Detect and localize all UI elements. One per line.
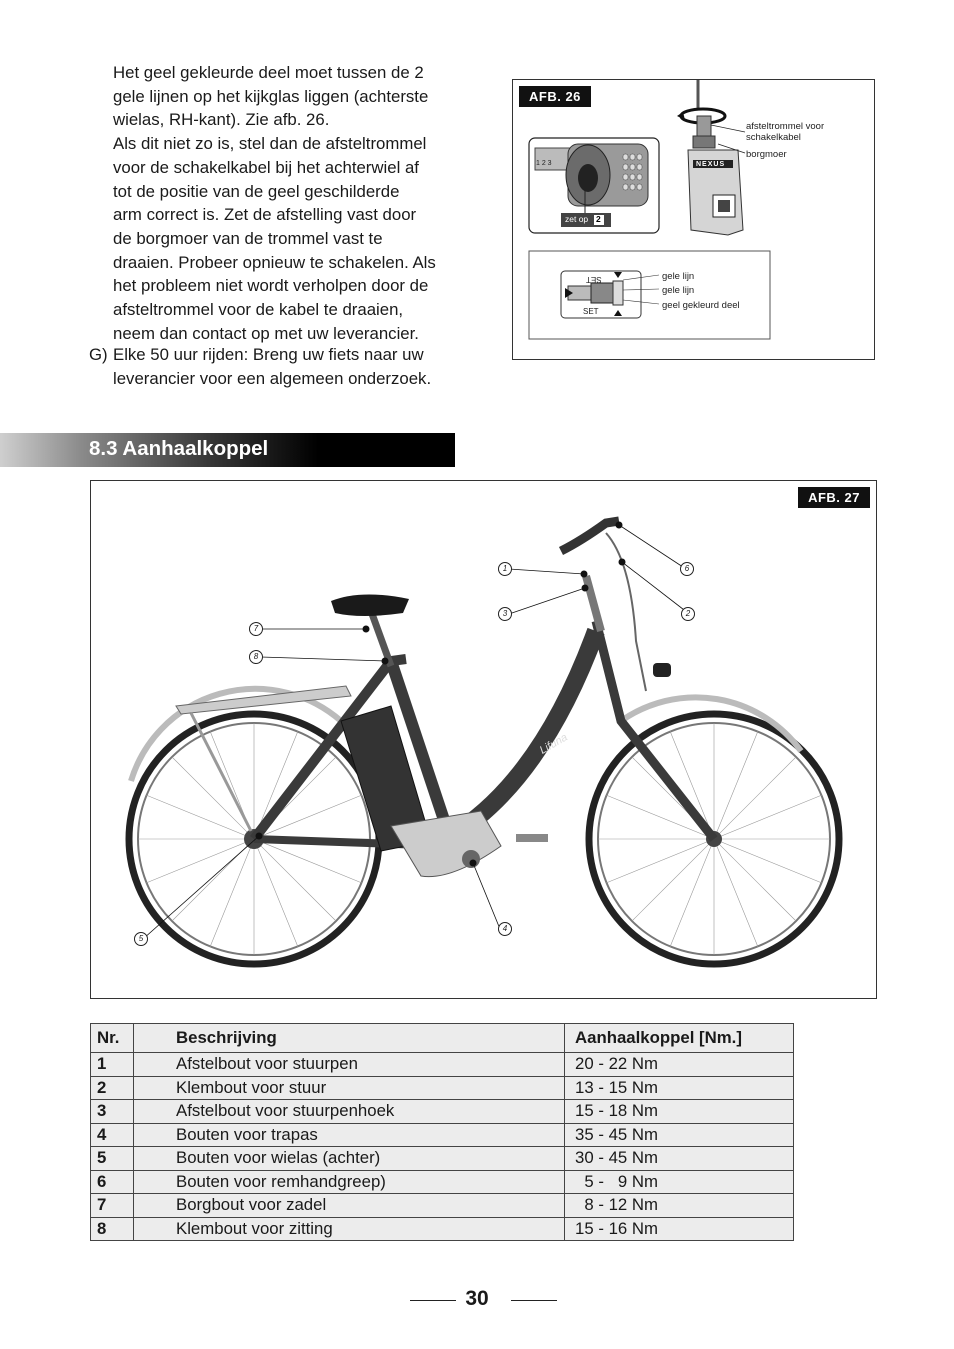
figure-tag: AFB. 27 [798, 487, 870, 508]
column-header-torque: Aanhaalkoppel [Nm.] [565, 1024, 794, 1053]
row-torque: 35 - 45 Nm [565, 1123, 794, 1147]
callout-2: 2 [681, 607, 695, 621]
callout-6: 6 [680, 562, 694, 576]
page-number: 30 [465, 1287, 489, 1310]
row-torque: 15 - 18 Nm [565, 1100, 794, 1124]
row-description: Klembout voor zitting [134, 1217, 565, 1241]
table-row [91, 1170, 794, 1194]
shifter-numbers: 1 2 3 [536, 160, 552, 167]
table-row [91, 1194, 794, 1218]
row-description: Borgbout voor zadel [134, 1194, 565, 1218]
nexus-label: NEXUS [696, 161, 726, 168]
row-description: Klembout voor stuur [134, 1076, 565, 1100]
table-row [91, 1217, 794, 1241]
frame-brand-text: Lifuna [537, 731, 570, 757]
column-header-description: Beschrijving [134, 1024, 565, 1053]
table-row [91, 1076, 794, 1100]
row-nr: 3 [91, 1100, 134, 1124]
bicycle-illustration [91, 481, 878, 1000]
torque-table [90, 1023, 794, 1241]
column-header-nr: Nr. [91, 1024, 134, 1053]
row-nr: 1 [91, 1053, 134, 1077]
intro-paragraph [113, 61, 473, 345]
yellow-line-label-1: gele lijn [662, 271, 695, 282]
section-heading-bar [0, 433, 455, 467]
callout-1: 1 [498, 562, 512, 576]
row-torque: 5 - 9 Nm [565, 1170, 794, 1194]
row-torque: 30 - 45 Nm [565, 1147, 794, 1171]
row-nr: 5 [91, 1147, 134, 1171]
row-description: Bouten voor trapas [134, 1123, 565, 1147]
row-nr: 2 [91, 1076, 134, 1100]
callout-5: 5 [134, 932, 148, 946]
zet-op-label: zet op [565, 214, 589, 224]
intro-line: de borgmoer van de trommel vast te [113, 228, 383, 248]
table-row [91, 1147, 794, 1171]
page-number-rule-right [511, 1300, 557, 1301]
list-item-g [89, 343, 469, 390]
intro-line: wielas, RH-kant). Zie afb. 26. [113, 110, 330, 130]
list-item-label: G) [89, 345, 108, 364]
row-torque: 8 - 12 Nm [565, 1194, 794, 1218]
row-description: Bouten voor remhandgreep) [134, 1170, 565, 1194]
callout-3: 3 [498, 607, 512, 621]
row-torque: 20 - 22 Nm [565, 1053, 794, 1077]
row-torque: 15 - 16 Nm [565, 1217, 794, 1241]
intro-line: voor de schakelkabel bij het achterwiel af [113, 157, 419, 177]
intro-line: neem dan contact op met uw leverancier. [113, 323, 419, 343]
row-nr: 7 [91, 1194, 134, 1218]
intro-line: Als dit niet zo is, stel dan de afsteltrommel [113, 134, 427, 154]
callout-4: 4 [498, 922, 512, 936]
lock-nut-label: borgmoer [746, 149, 787, 160]
set-label-bottom: SET [583, 307, 599, 316]
list-item-line: leverancier voor een algemeen onderzoek. [113, 368, 432, 388]
set-label-top: SET [586, 275, 602, 284]
table-row [91, 1123, 794, 1147]
table-row [91, 1053, 794, 1077]
intro-line: afsteltrommel voor de kabel te draaien, [113, 300, 404, 320]
drum-label: afsteltrommel voor schakelkabel [746, 121, 825, 143]
table-row [91, 1100, 794, 1124]
figure-27 [90, 480, 877, 999]
callout-8: 8 [249, 650, 263, 664]
yellow-part-label: geel gekleurd deel [662, 300, 740, 311]
row-nr: 4 [91, 1123, 134, 1147]
section-title: 8.3 Aanhaalkoppel [89, 437, 269, 460]
intro-line: Het geel gekleurde deel moet tussen de 2 [113, 63, 424, 82]
yellow-line-label-2: gele lijn [662, 285, 695, 296]
zet-op-value: 2 [596, 214, 601, 224]
row-torque: 13 - 15 Nm [565, 1076, 794, 1100]
intro-line: arm correct is. Zet de afstelling vast door [113, 205, 417, 225]
callout-7: 7 [249, 622, 263, 636]
row-nr: 8 [91, 1217, 134, 1241]
table-header-row [91, 1024, 794, 1053]
list-item-line: Elke 50 uur rijden: Breng uw fiets naar uw [113, 345, 424, 364]
intro-line: gele lijnen op het kijkglas liggen (achterste [113, 86, 429, 106]
figure-26 [512, 79, 875, 360]
row-nr: 6 [91, 1170, 134, 1194]
row-description: Afstelbout voor stuurpenhoek [134, 1100, 565, 1124]
row-description: Bouten voor wielas (achter) [134, 1147, 565, 1171]
row-description: Afstelbout voor stuurpen [134, 1053, 565, 1077]
intro-line: draaien. Probeer opnieuw te schakelen. Als [113, 252, 436, 272]
intro-line: tot de positie van de geel geschilderde [113, 181, 400, 201]
intro-line: het probleem niet wordt verholpen door de [113, 276, 429, 296]
figure-tag: AFB. 26 [519, 86, 591, 107]
